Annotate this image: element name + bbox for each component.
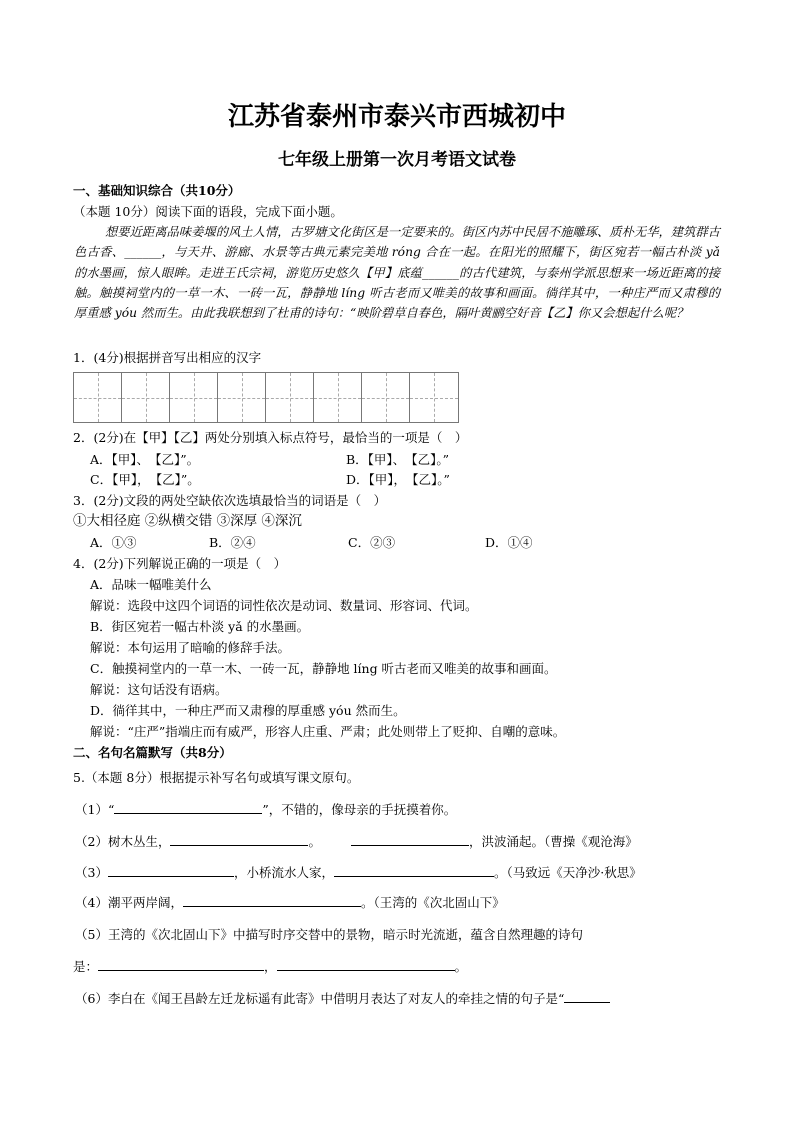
answer-blank[interactable] xyxy=(277,958,455,971)
fill-line-6 xyxy=(75,990,610,1007)
fill-text: （3） xyxy=(75,865,108,880)
answer-blank[interactable] xyxy=(334,864,494,877)
option: B．②④ xyxy=(209,535,256,550)
option: C．触摸祠堂内的一草一木、一砖一瓦，静静地 líng 听古老而又唯美的故事和画面。 xyxy=(90,661,557,676)
grid-cell[interactable] xyxy=(74,373,122,422)
answer-blank[interactable] xyxy=(564,990,610,1003)
fill-text: ”，不错的，像母亲的手抚摸着你。 xyxy=(262,802,457,817)
answer-blank[interactable] xyxy=(114,801,262,814)
question-4: 4．(2分)下列解说正确的一项是（ ） xyxy=(73,556,287,571)
explanation: 解说：选段中这四个词语的词性依次是动词、数量词、形容词、代词。 xyxy=(90,598,478,613)
explanation: 解说：“庄严”指端庄而有威严，形容人庄重、严肃；此处则带上了贬抑、自嘲的意味。 xyxy=(90,724,566,739)
grid-cell[interactable] xyxy=(122,373,170,422)
fill-text: 。（马致远《天净沙·秋思》 xyxy=(493,865,642,880)
question-1: 1．(4分)根据拼音写出相应的汉字 xyxy=(73,350,262,365)
fill-text: （2）树木丛生， xyxy=(75,834,171,849)
word-choices: ①大相径庭 ②纵横交错 ③深厚 ④深沉 xyxy=(73,513,302,529)
fill-text: 是： xyxy=(73,959,99,974)
option: A．【甲】、 【乙】”。 xyxy=(90,452,200,467)
explanation: 解说：这句话没有语病。 xyxy=(90,682,228,697)
grid-cell[interactable] xyxy=(314,373,362,422)
grid-cell[interactable] xyxy=(362,373,410,422)
fill-line-4 xyxy=(75,894,505,911)
option: B．街区宛若一幅古朴淡 yǎ 的水墨画。 xyxy=(90,619,310,634)
option: C．【甲】， 【乙】”。 xyxy=(90,472,200,487)
pinyin-answer-grid[interactable] xyxy=(73,372,459,423)
fill-text: ， xyxy=(264,959,277,974)
fill-line-1 xyxy=(75,801,456,818)
option: B．【甲】、 【乙】。” xyxy=(346,452,450,467)
answer-blank[interactable] xyxy=(170,833,308,846)
grid-cell[interactable] xyxy=(410,373,458,422)
fill-text: （6）李白在《闻王昌龄左迁龙标遥有此寄》中借明月表达了对友人的牵挂之情的句子是“ xyxy=(75,991,565,1006)
question-intro: （本题 10分）阅读下面的语段，完成下面小题。 xyxy=(73,204,343,219)
grid-cell[interactable] xyxy=(218,373,266,422)
reading-passage: 想要近距离品味姜堰的风土人情，古罗塘文化街区是一定要来的。街区内苏中民居不施雕琢、质朴无华，建筑群古色古香、______，与天井、游廊、水景等古典元素完美地 róng 合在一起。在阳光的照耀下，街区宛若一幅古朴淡 yǎ 的水墨画，惊人眼眸。走进王氏宗祠，游览历史悠久【甲】底蕴______的古代建筑，与泰州学派思想来一场近距离的接触。触摸祠堂内的一草一木、一砖一瓦，静静地 líng 听古老而又唯美的故事和画面。徜徉其中，一种庄严而又肃穆的厚重感 yóu 然而生。由此我联想到了杜甫的诗句：“映阶碧草自春色，隔叶黄鹂空好音【乙】你又会想起什么呢？ xyxy=(74,225,720,321)
fill-text: ，洪波涌起。（曹操《观沧海》 xyxy=(468,834,638,849)
fill-line-5: （5）王湾的《次北固山下》中描写时序交替中的景物，暗示时光流逝，蕴含自然理趣的诗句 xyxy=(75,927,583,942)
fill-text: ，小桥流水人家， xyxy=(233,865,334,880)
option: D．【甲】， 【乙】。” xyxy=(346,472,450,487)
section-heading: 一、基础知识综合（共10分） xyxy=(73,183,241,198)
answer-blank[interactable] xyxy=(183,894,361,907)
fill-line-2 xyxy=(75,833,638,850)
fill-text: 。 xyxy=(308,834,321,849)
page-subtitle: 七年级上册第一次月考语文试卷 xyxy=(278,150,516,170)
option: A．品味一幅唯美什么 xyxy=(90,577,212,592)
grid-cell[interactable] xyxy=(266,373,314,422)
option: C．②③ xyxy=(348,535,396,550)
answer-blank[interactable] xyxy=(98,958,264,971)
page-title: 江苏省泰州市泰兴市西城初中 xyxy=(227,102,566,132)
fill-text: （4）潮平两岸阔， xyxy=(75,895,183,910)
grid-cell[interactable] xyxy=(170,373,218,422)
fill-text: 。（王湾的《次北固山下》 xyxy=(360,895,505,910)
fill-text: 。 xyxy=(454,959,468,974)
question-3: 3．(2分)文段的两处空缺依次选填最恰当的词语是（ ） xyxy=(73,493,387,508)
answer-blank[interactable] xyxy=(108,864,234,877)
fill-line-5b xyxy=(73,958,467,975)
answer-blank[interactable] xyxy=(351,833,469,846)
option: A．①③ xyxy=(90,535,137,550)
question-intro: 5.（本题 8分）根据提示补写名句或填写课文原句。 xyxy=(73,770,360,785)
fill-text: （1）“ xyxy=(75,802,115,817)
fill-line-3 xyxy=(75,864,642,881)
option: D．徜徉其中，一种庄严而又肃穆的厚重感 yóu 然而生。 xyxy=(90,703,406,718)
section-heading: 二、名句名篇默写（共8分） xyxy=(73,745,232,760)
option: D．①④ xyxy=(485,535,533,550)
question-2: 2．(2分)在【甲】【乙】两处分别填入标点符号，最恰当的一项是（ ） xyxy=(73,430,468,445)
explanation: 解说：本句运用了暗喻的修辞手法。 xyxy=(90,640,291,655)
